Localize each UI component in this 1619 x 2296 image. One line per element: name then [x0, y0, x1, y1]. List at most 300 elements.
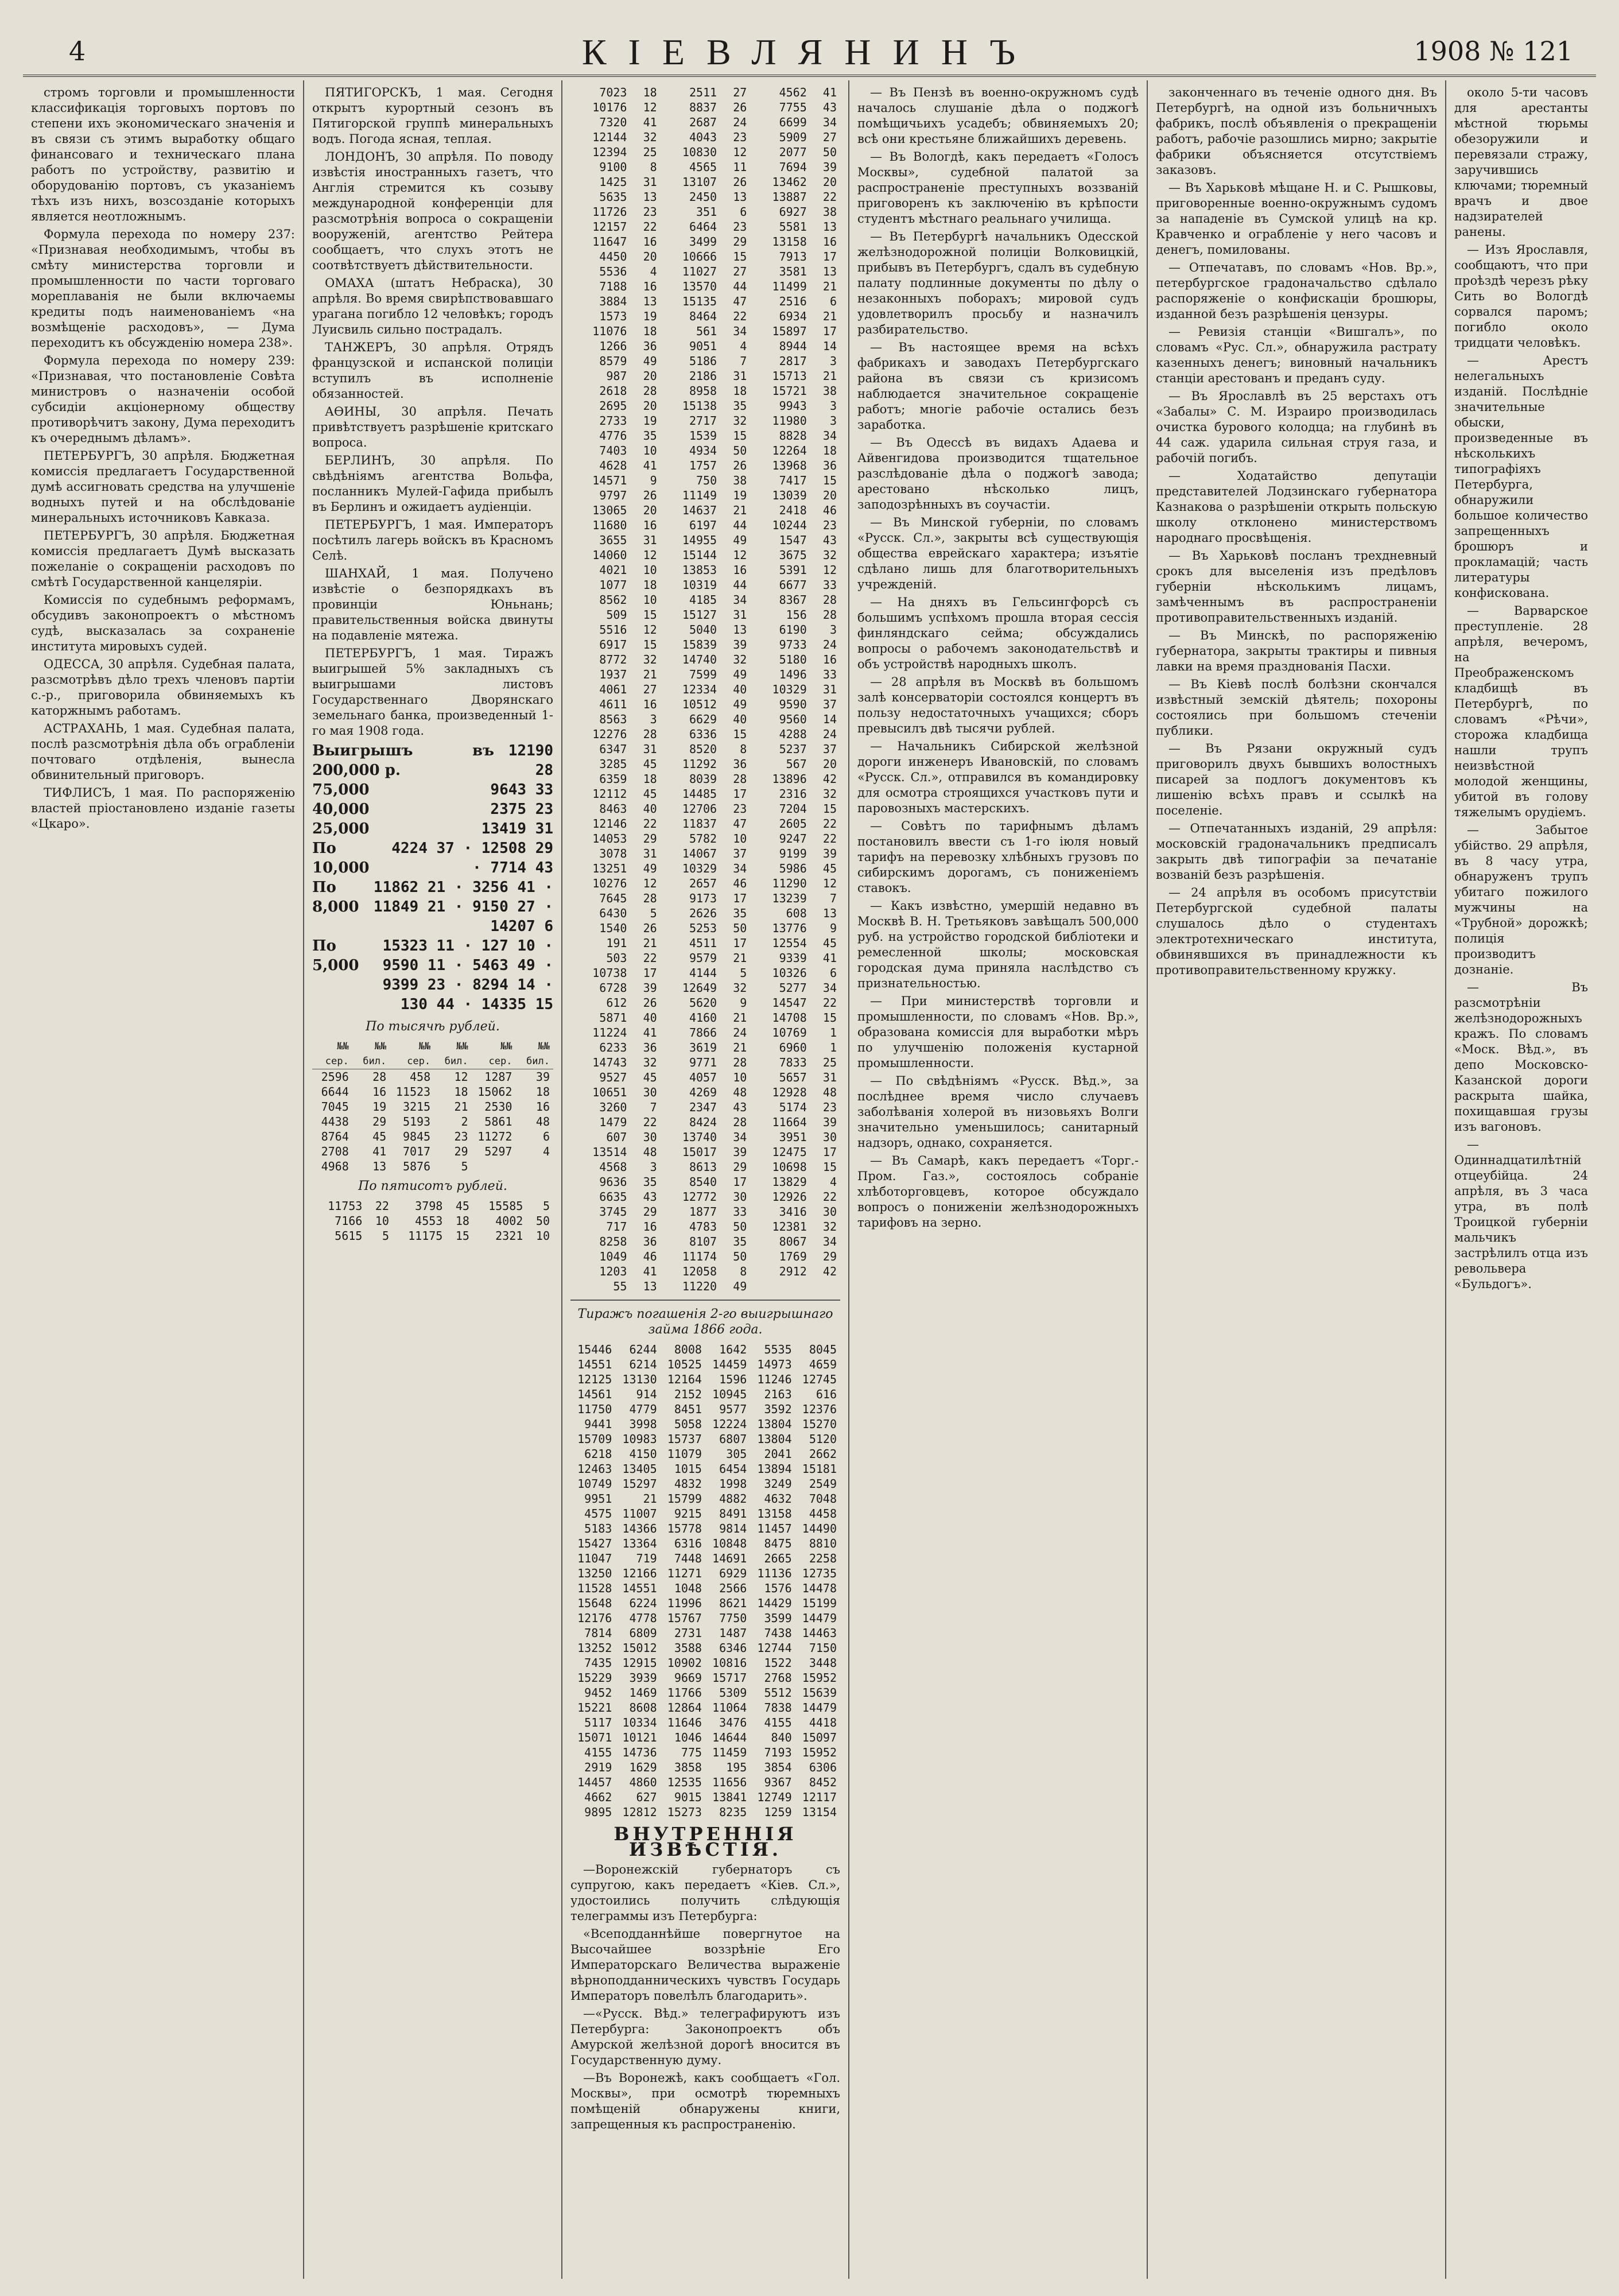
table-row: [570, 786, 840, 801]
table-cell: 10329: [682, 862, 717, 875]
table-row: [570, 667, 840, 682]
table-cell: [472, 1159, 516, 1174]
table-cell: 9845: [402, 1130, 431, 1143]
table-cell: 28: [733, 772, 747, 786]
table-row: [570, 906, 840, 921]
article-paragraph: — Забытое убійство. 29 апрѣля, въ 8 часу утра, обнаруженъ трупъ убитаго пожилого мужчины на «Трубной» дорожкѣ; полиція производитъ дознаніе.: [1454, 823, 1588, 976]
table-cell: 12706: [682, 802, 717, 816]
table-cell: 1596: [719, 1372, 747, 1386]
table-cell: 20: [822, 488, 837, 502]
table-cell: 10749: [577, 1477, 612, 1491]
table-cell: 5: [461, 1159, 468, 1173]
table-row: [570, 1115, 840, 1130]
table-cell: 43: [643, 1190, 657, 1204]
table-row: [570, 682, 840, 697]
table-cell: 3499: [689, 235, 717, 249]
table-row: [570, 264, 840, 279]
table-cell: 14551: [577, 1358, 612, 1371]
table-cell: 6929: [719, 1566, 747, 1580]
table-cell: 15127: [682, 608, 717, 622]
table-cell: 13251: [592, 862, 627, 875]
table-cell: 16: [372, 1085, 387, 1099]
table-cell: 11646: [667, 1716, 702, 1729]
table-row: [312, 1129, 553, 1144]
table-cell: 31: [643, 533, 657, 547]
table-cell: 12276: [592, 727, 627, 741]
table-cell: 10: [643, 593, 657, 607]
table-cell: 14459: [712, 1358, 747, 1371]
table-cell: 12: [822, 563, 837, 577]
column-4: [849, 80, 1148, 2279]
table-cell: 46: [733, 876, 747, 890]
table-cell: 30: [822, 1130, 837, 1144]
table-cell: 1266: [599, 339, 627, 353]
table-row: [570, 980, 840, 995]
table-cell: 13: [643, 294, 657, 308]
table-cell: 14973: [757, 1358, 792, 1371]
table-cell: 28: [822, 608, 837, 622]
table-row: [570, 1805, 840, 1820]
table-row: [570, 309, 840, 324]
table-cell: 10848: [712, 1537, 747, 1550]
table-cell: 4155: [584, 1746, 612, 1759]
table-row: [570, 145, 840, 160]
table-cell: 2817: [779, 354, 807, 368]
table-cell: 5871: [599, 1011, 627, 1025]
table-row: [570, 652, 840, 667]
table-cell: 14571: [592, 474, 627, 487]
table-cell: 41: [822, 86, 837, 99]
table-cell: 15737: [667, 1432, 702, 1446]
table-cell: 22: [822, 832, 837, 846]
table-cell: 4659: [809, 1358, 837, 1371]
article-paragraph: — Въ Вологдѣ, какъ передаетъ «Голосъ Москвы», судебной палатой за распространеніе преступныхъ воззваній приговоренъ къ заключенію въ крѣпости студентъ мѣстнаго реальнаго училища.: [857, 150, 1139, 226]
table-cell: 32: [733, 653, 747, 666]
table-cell: 41: [643, 1026, 657, 1040]
table-cell: 4562: [779, 86, 807, 99]
table-row: [570, 1596, 840, 1611]
table-cell: 8608: [629, 1701, 657, 1715]
table-cell: 13853: [682, 563, 717, 577]
table-cell: 43: [822, 100, 837, 114]
table-cell: 6224: [629, 1596, 657, 1610]
prize-row: [312, 839, 553, 878]
table-cell: 44: [733, 518, 747, 532]
table-cell: 4438: [321, 1115, 349, 1128]
table-row: [570, 1491, 840, 1506]
table-cell: 28: [733, 1056, 747, 1069]
prize-label: По 10,000: [312, 840, 370, 876]
table-cell: 16: [733, 563, 747, 577]
table-cell: 20: [643, 399, 657, 413]
table-cell: 5180: [779, 653, 807, 666]
table-cell: 27: [733, 86, 747, 99]
table-row: [312, 1099, 553, 1114]
table-cell: 39: [733, 1145, 747, 1159]
article-paragraph: ОДЕССА, 30 апрѣля. Судебная палата, разсмотрѣвъ дѣло трехъ членовъ партіи с.-р., приговорила обвиняемыхъ къ каторжнымъ работамъ.: [31, 657, 295, 718]
article-paragraph: — Въ Минскѣ, по распоряженію губернатора, закрыты трактиры и пивныя лавки на время празднованія Пасхи.: [1156, 629, 1437, 673]
table-row: [570, 428, 840, 443]
table-cell: 1642: [719, 1343, 747, 1356]
table-cell: 11750: [577, 1402, 612, 1416]
table-cell: 627: [636, 1790, 657, 1804]
table-cell: 12117: [802, 1790, 837, 1804]
table-cell: 3: [650, 712, 657, 726]
table-cell: 11290: [772, 876, 807, 890]
table-cell: 14429: [757, 1596, 792, 1610]
table-cell: 3619: [689, 1041, 717, 1054]
table-cell: 11079: [667, 1447, 702, 1461]
table-cell: 21: [733, 503, 747, 517]
table-cell: 9: [829, 921, 837, 935]
table-cell: 840: [771, 1731, 792, 1744]
table-cell: 1077: [599, 578, 627, 592]
table-cell: 29: [454, 1145, 468, 1158]
table-cell: 15221: [577, 1701, 612, 1715]
table-cell: 45: [822, 936, 837, 950]
table-cell: 13158: [757, 1507, 792, 1521]
table-cell: 608: [786, 906, 807, 920]
article-paragraph: — Изъ Ярославля, сообщаютъ, что при проѣздѣ черезъ рѣку Сить во Вологдѣ сорвался паромъ; погибло около тридцати человѣкъ.: [1454, 243, 1588, 350]
table-row: [312, 1114, 553, 1129]
table-cell: 15297: [622, 1477, 657, 1491]
table-cell: 12112: [592, 787, 627, 801]
table-cell: 5635: [599, 190, 627, 204]
table-cell: 1048: [674, 1581, 702, 1595]
table-cell: 36: [643, 339, 657, 353]
table-cell: 16: [822, 653, 837, 666]
article-paragraph: — Въ Рязани окружный судъ приговорилъ двухъ бывшихъ волостныхъ писарей за подлогъ документовъ къ лишенію всѣхъ правъ и ссылкѣ на поселеніе.: [1156, 742, 1437, 817]
table-cell: 4779: [629, 1402, 657, 1416]
table-cell: 6807: [719, 1432, 747, 1446]
table-cell: 2163: [764, 1387, 792, 1401]
table-cell: 5512: [764, 1686, 792, 1700]
table-cell: 15648: [577, 1596, 612, 1610]
article-paragraph: —Воронежскій губернаторъ съ супругою, какъ передаетъ «Кіев. Сл.», удостоились получить слѣдующія телеграммы изъ Петербурга:: [570, 1863, 840, 1923]
table-cell: 3: [829, 414, 837, 428]
table-cell: 6728: [599, 981, 627, 995]
prize-label: По 8,000: [312, 879, 359, 916]
table-cell: 17: [822, 1145, 837, 1159]
table-cell: 31: [643, 742, 657, 756]
table-cell: 775: [681, 1746, 702, 1759]
table-cell: 4882: [719, 1492, 747, 1506]
table-cell: 26: [733, 459, 747, 472]
table-cell: 12: [733, 145, 747, 159]
table-cell: 9527: [599, 1071, 627, 1084]
table-cell: 4632: [764, 1492, 792, 1506]
table-cell: 7755: [779, 100, 807, 114]
table-cell: 2626: [689, 906, 717, 920]
table-row: [570, 189, 840, 204]
table-cell: 11007: [622, 1507, 657, 1521]
table-row: [570, 204, 840, 219]
table-cell: 10512: [682, 697, 717, 711]
table-cell: 5620: [689, 996, 717, 1010]
table-cell: 2077: [779, 145, 807, 159]
table-row: [570, 637, 840, 652]
table-cell: 21: [733, 1011, 747, 1025]
table-cell: 10651: [592, 1085, 627, 1099]
table-cell: 4057: [689, 1071, 717, 1084]
table-row: [570, 1387, 840, 1402]
table-row: [570, 965, 840, 980]
article-paragraph: — Отпечатанныхъ изданій, 29 апрѣля: московскій градоначальникъ предписалъ закрыть двѣ типографіи за печатаніе возваній безъ разрѣшенія.: [1156, 821, 1437, 882]
table-cell: 15017: [682, 1145, 717, 1159]
table-cell: 15: [822, 474, 837, 487]
article-paragraph: — Начальникъ Сибирской желѣзной дороги инженеръ Ивановскій, по словамъ «Русск. Сл.», отправился въ командировку для осмотра строящихся участковъ пути и паровозныхъ мастерскихъ.: [857, 739, 1139, 815]
table-cell: 3416: [779, 1205, 807, 1219]
table-cell: 28: [643, 384, 657, 398]
table-cell: 6: [829, 966, 837, 980]
table-cell: 8039: [689, 772, 717, 786]
table-cell: 14637: [682, 503, 717, 517]
table-cell: 6306: [809, 1760, 837, 1774]
table-cell: 3: [829, 399, 837, 413]
table-cell: 1539: [689, 429, 717, 443]
table-cell: 15: [643, 608, 657, 622]
table-cell: 1540: [599, 921, 627, 935]
lottery-table: [312, 1199, 553, 1243]
table-cell: 9771: [689, 1056, 717, 1069]
table-cell: 2511: [689, 86, 717, 99]
table-cell: 11523: [395, 1085, 431, 1099]
table-cell: 13462: [772, 175, 807, 189]
table-cell: 11136: [757, 1566, 792, 1580]
table-cell: 13968: [772, 459, 807, 472]
article-paragraph: ТИФЛИСЪ, 1 мая. По распоряженію властей пріостановлено изданіе газеты «Цкаро».: [31, 786, 295, 831]
table-cell: 12: [643, 623, 657, 637]
table-cell: 10: [733, 832, 747, 846]
table-cell: 12334: [682, 682, 717, 696]
table-row: [570, 921, 840, 936]
table-cell: [515, 1159, 553, 1174]
table-cell: 45: [643, 1071, 657, 1084]
table-cell: 15: [822, 1160, 837, 1174]
table-cell: 10334: [622, 1716, 657, 1729]
table-cell: 509: [606, 608, 627, 622]
prize-row: [312, 878, 553, 936]
table-cell: 4269: [689, 1085, 717, 1099]
table-header-row: [312, 1039, 553, 1069]
table-cell: 36: [822, 459, 837, 472]
table-cell: 8540: [689, 1175, 717, 1189]
table-cell: 3939: [629, 1671, 657, 1685]
table-row: [570, 1159, 840, 1174]
article-paragraph: ПЕТЕРБУРГЪ, 30 апрѣля. Бюджетная комиссія предлагаетъ Думѣ высказать пожеланіе о сокращеніи расходовъ по смѣтѣ Государственной канцеляріи.: [31, 529, 295, 589]
table-cell: 305: [726, 1447, 747, 1461]
table-row: [570, 1070, 840, 1085]
table-cell: 30: [822, 1205, 837, 1219]
table-cell: 12: [643, 876, 657, 890]
table-cell: 50: [822, 145, 837, 159]
article-paragraph: — Ревизія станціи «Вишгалъ», по словамъ «Рус. Сл.», обнаружила растрату казенныхъ денегъ; виновный начальникъ станціи арестованъ и преданъ суду.: [1156, 325, 1437, 385]
table-cell: 10738: [592, 966, 627, 980]
table-cell: 10: [535, 1229, 550, 1243]
table-cell: 7750: [719, 1611, 747, 1625]
table-cell: 18: [455, 1214, 469, 1228]
table-row: [570, 846, 840, 861]
article-paragraph: — Въ Пензѣ въ военно-окружномъ судѣ началось слушаніе дѣла о поджогѣ помѣщичьихъ усадебъ; обвиняемыхъ 20; всѣ они крестьяне ближайшихъ деревень.: [857, 86, 1139, 146]
table-cell: 8613: [689, 1160, 717, 1174]
table-cell: 4288: [779, 727, 807, 741]
prize-numbers: 13419 31: [481, 820, 553, 837]
table-cell: 11272: [477, 1130, 513, 1143]
prize-row: [312, 741, 553, 780]
table-cell: 9339: [779, 951, 807, 965]
table-cell: 3798: [415, 1199, 443, 1213]
table-cell: 3599: [764, 1611, 792, 1625]
table-cell: 8258: [599, 1235, 627, 1248]
table-cell: 8424: [689, 1115, 717, 1129]
table-cell: 8067: [779, 1235, 807, 1248]
table-cell: 2657: [689, 876, 717, 890]
table-row: [570, 831, 840, 846]
table-cell: 49: [733, 668, 747, 681]
prize-row: [312, 800, 553, 819]
table-cell: 2: [461, 1115, 468, 1128]
table-cell: 10: [643, 444, 657, 457]
table-cell: 914: [636, 1387, 657, 1401]
table-row: [570, 771, 840, 786]
table-cell: 6336: [689, 727, 717, 741]
table-row: [570, 742, 840, 757]
table-cell: 2733: [599, 414, 627, 428]
table-cell: 27: [733, 265, 747, 278]
table-cell: 9441: [584, 1417, 612, 1431]
table-cell: 14479: [802, 1701, 837, 1715]
table-cell: 2695: [599, 399, 627, 413]
table-cell: 17: [822, 250, 837, 263]
table-cell: 13: [643, 1279, 657, 1293]
table-row: [570, 951, 840, 965]
table-cell: 45: [643, 757, 657, 771]
table-cell: 32: [822, 787, 837, 801]
table-cell: 15709: [577, 1432, 612, 1446]
table-cell: 31: [733, 608, 747, 622]
table-cell: 4628: [599, 459, 627, 472]
table-cell: 719: [636, 1552, 657, 1565]
table-cell: 2450: [689, 190, 717, 204]
table-cell: 18: [643, 578, 657, 592]
table-cell: 16: [643, 1220, 657, 1234]
table-cell: 15585: [488, 1199, 523, 1213]
table-cell: 15199: [802, 1596, 837, 1610]
table-cell: 503: [606, 951, 627, 965]
table-cell: 21: [822, 369, 837, 383]
table-cell: 3: [829, 354, 837, 368]
table-cell: 8367: [779, 593, 807, 607]
table-row: [570, 816, 840, 831]
table-row: [570, 1402, 840, 1417]
table-cell: 13: [822, 906, 837, 920]
table-cell: 3285: [599, 757, 627, 771]
table-cell: 42: [822, 1265, 837, 1278]
table-cell: 12166: [622, 1566, 657, 1580]
table-cell: 9943: [779, 399, 807, 413]
table-cell: 3249: [764, 1477, 792, 1491]
table-row: [570, 1715, 840, 1730]
table-row: [570, 1417, 840, 1432]
table-cell: 6430: [599, 906, 627, 920]
article-paragraph: — Въ Минской губерніи, по словамъ «Русск. Сл.», закрыты всѣ существующія общества еврейскаго характера; изъятіе сдѣлано лишь для благотворительныхъ учрежденій.: [857, 515, 1139, 591]
table-cell: 33: [822, 668, 837, 681]
table-cell: 39: [733, 638, 747, 651]
table-cell: 16: [535, 1100, 550, 1114]
table-cell: 22: [643, 220, 657, 234]
column-3: [562, 80, 849, 2279]
table-cell: 5117: [584, 1716, 612, 1729]
table-cell: 2687: [689, 115, 717, 129]
table-cell: 2316: [779, 787, 807, 801]
table-cell: 11459: [712, 1746, 747, 1759]
table-row: [570, 219, 840, 234]
table-cell: 7017: [402, 1145, 431, 1158]
table-row: [570, 533, 840, 548]
table-caption: По тысячѣ рублей.: [366, 1019, 500, 1034]
table-cell: 23: [733, 802, 747, 816]
table-cell: 9951: [584, 1492, 612, 1506]
table-cell: 12176: [577, 1611, 612, 1625]
prize-numbers: 4224 37 · 12508 29 · 7714 43: [391, 840, 553, 876]
table-row: [570, 1204, 840, 1219]
table-cell: 5: [740, 966, 747, 980]
table-cell: 7: [740, 354, 747, 368]
table-cell: 13: [643, 190, 657, 204]
table-cell: 14366: [622, 1522, 657, 1535]
table-cell: 9814: [719, 1522, 747, 1535]
table-cell: 14708: [772, 1011, 807, 1025]
prize-numbers: 15323 11 · 127 10 · 9590 11 · 5463 49 · 9399 23 · 8294 14 · 130 44 · 14335 15: [382, 937, 553, 1013]
table-cell: 15181: [802, 1462, 837, 1476]
table-cell: 4934: [689, 444, 717, 457]
table-cell: 49: [733, 1279, 747, 1293]
table-cell: 8944: [779, 339, 807, 353]
table-cell: 15952: [802, 1746, 837, 1759]
table-row: [570, 1357, 840, 1372]
table-cell: 4160: [689, 1011, 717, 1025]
table-cell: 34: [733, 1130, 747, 1144]
table-cell: 12749: [757, 1790, 792, 1804]
table-cell: 21: [733, 951, 747, 965]
table-cell: 15427: [577, 1537, 612, 1550]
table-cell: 8563: [599, 712, 627, 726]
table-cell: 14743: [592, 1056, 627, 1069]
table-cell: 15717: [712, 1671, 747, 1685]
table-cell: 15012: [622, 1641, 657, 1655]
article-paragraph: ПЕТЕРБУРГЪ, 30 апрѣля. Бюджетная комиссія предлагаетъ Государственной думѣ ассигновать средства на улучшеніе водныхъ путей и на обслѣдованіе минеральныхъ источниковъ Кавказа.: [31, 449, 295, 525]
table-row: [570, 1626, 840, 1640]
table-row: [570, 876, 840, 891]
table-cell: 9895: [584, 1805, 612, 1819]
table-row: [570, 1566, 840, 1581]
table-cell: 1: [829, 1026, 837, 1040]
table-cell: 7833: [779, 1056, 807, 1069]
table-cell: 40: [733, 712, 747, 726]
table-cell: 2186: [689, 369, 717, 383]
table-cell: 12146: [592, 817, 627, 831]
table-cell: 4021: [599, 563, 627, 577]
table-cell: 13239: [772, 891, 807, 905]
table-cell: 11499: [772, 280, 807, 293]
table-cell: 7: [650, 1100, 657, 1114]
table-cell: 15071: [577, 1731, 612, 1744]
table-cell: 12535: [667, 1775, 702, 1789]
table-cell: 7866: [689, 1026, 717, 1040]
telegram-paragraph: ШАНХАЙ, 1 мая. Получено извѣстіе о безпорядкахъ въ провинціи Юньнань; правительственныя войска двинуты на подавленіе мятежа.: [312, 567, 553, 642]
table-cell: 5193: [402, 1115, 431, 1128]
table-cell: 31: [643, 175, 657, 189]
